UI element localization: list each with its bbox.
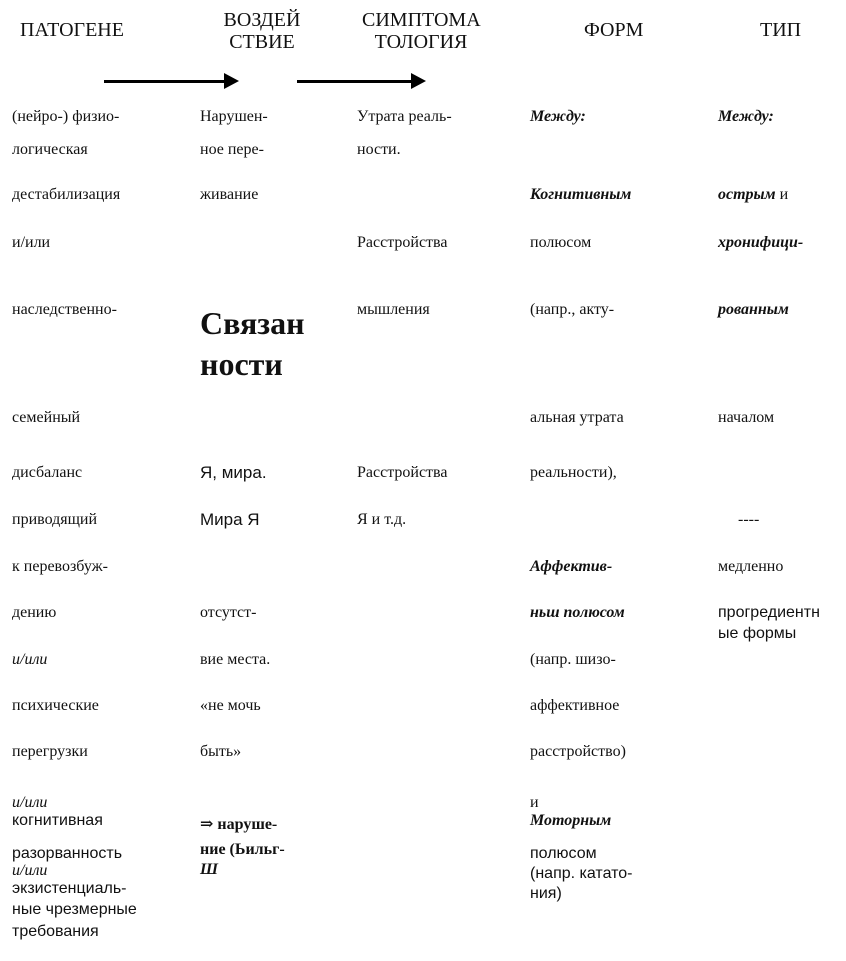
- col1-row-connector: и/или: [12, 862, 48, 879]
- col1-row: ные чрезмерные: [12, 901, 137, 918]
- col5-and: и: [775, 186, 789, 203]
- col4-row: расстройство): [530, 743, 626, 760]
- col2-row: Мира Я: [200, 510, 260, 529]
- col3-row: мышления: [357, 301, 430, 318]
- col2-row: «не мочь: [200, 697, 261, 714]
- col2-row-bold: ние (Ьильг-: [200, 841, 285, 858]
- col1-row: наследственно-: [12, 301, 117, 318]
- col1-row-connector: и/или: [12, 651, 48, 668]
- col1-row: логическая: [12, 141, 88, 158]
- col2-emphasis-line2: ности: [200, 346, 283, 382]
- col2-emphasis-line1: Связан: [200, 305, 305, 341]
- col3-row: Расстройства: [357, 234, 448, 251]
- col4-pole-name: Когнитивным: [530, 186, 632, 203]
- col4-row: (напр., акту-: [530, 301, 615, 318]
- col1-row: дестабилизация: [12, 186, 121, 203]
- col4-row: полюсом: [530, 845, 597, 862]
- col3-row: Я и т.д.: [357, 511, 407, 528]
- col4-row: (напр. катато-: [530, 865, 633, 882]
- col2-row: живание: [200, 186, 259, 203]
- col1-row: психические: [12, 697, 99, 714]
- col4-row: полюсом: [530, 234, 592, 251]
- col4-heading: Между:: [530, 108, 586, 125]
- col1-row: дисбаланс: [12, 464, 83, 481]
- col4-row: ния): [530, 885, 562, 902]
- col1-row-connector: и/или: [12, 794, 48, 811]
- col1-row: дению: [12, 604, 57, 621]
- col4-pole-name: Моторным: [530, 812, 612, 829]
- col4-row: (напр. шизо-: [530, 651, 616, 668]
- col2-row: Я, мира.: [200, 463, 267, 482]
- col4-pole-name: Аффектив-: [530, 558, 613, 575]
- arrowhead-icon: [411, 73, 426, 89]
- col1-row: (нейро-) физио-: [12, 108, 120, 125]
- col5-row: медленно: [718, 558, 784, 575]
- arrowhead-icon: [224, 73, 239, 89]
- col3-row: ности.: [357, 141, 401, 158]
- col2-row: ное пере-: [200, 141, 264, 158]
- col5-row: прогредиентн: [718, 604, 820, 621]
- col1-row: экзистенциаль-: [12, 880, 127, 897]
- col1-row: семейный: [12, 409, 81, 426]
- col5-row: ые формы: [718, 625, 797, 642]
- col1-row: и/или: [12, 234, 51, 251]
- header-symptomatology: [362, 9, 480, 53]
- col5-separator: ----: [738, 511, 760, 528]
- col5-row-bold: хронифици-: [718, 234, 804, 251]
- col3-row: Расстройства: [357, 464, 448, 481]
- col2-row-bold: ⇒ наруше-: [200, 816, 278, 833]
- header-form: ФОРМ: [584, 19, 644, 41]
- col2-row-bold: Ш: [200, 861, 219, 878]
- col2-row: Нарушен-: [200, 108, 268, 125]
- col4-row: альная утрата: [530, 409, 624, 426]
- col4-row: и: [530, 794, 539, 811]
- col3-row: Утрата реаль-: [357, 108, 452, 125]
- header-pathogenesis: ПАТОГЕНЕ: [20, 19, 124, 41]
- col1-row: требования: [12, 923, 99, 940]
- header-impact-line2: СТВИЕ: [229, 31, 295, 53]
- arrow-right-1: [104, 80, 225, 83]
- col5-acute: острым: [718, 186, 776, 203]
- col4-row: реальности),: [530, 464, 617, 481]
- header-impact-line1: ВОЗДЕЙ: [223, 9, 301, 31]
- header-symptomatology-line2: ТОЛОГИЯ: [374, 31, 468, 53]
- col1-row: разорванность: [12, 845, 123, 862]
- col1-row: когнитивная: [12, 812, 103, 829]
- arrow-right-2: [297, 80, 412, 83]
- col5-heading: Между:: [718, 108, 774, 125]
- col4-row: аффективное: [530, 697, 620, 714]
- col5-row: [718, 185, 788, 204]
- col1-row: перегрузки: [12, 743, 88, 760]
- col5-row: началом: [718, 409, 775, 426]
- col1-row: приводящий: [12, 511, 98, 528]
- header-impact: [212, 9, 312, 53]
- col1-row: к перевозбуж-: [12, 558, 109, 575]
- header-symptomatology-line1: СИМПТОМА: [362, 9, 481, 31]
- col4-pole-name: ньш полюсом: [530, 604, 625, 621]
- header-type: ТИП: [760, 19, 802, 41]
- col2-row: вие места.: [200, 651, 271, 668]
- col2-row: отсутст-: [200, 604, 257, 621]
- col5-row-bold: рованным: [718, 301, 789, 318]
- col2-row: быть»: [200, 743, 242, 760]
